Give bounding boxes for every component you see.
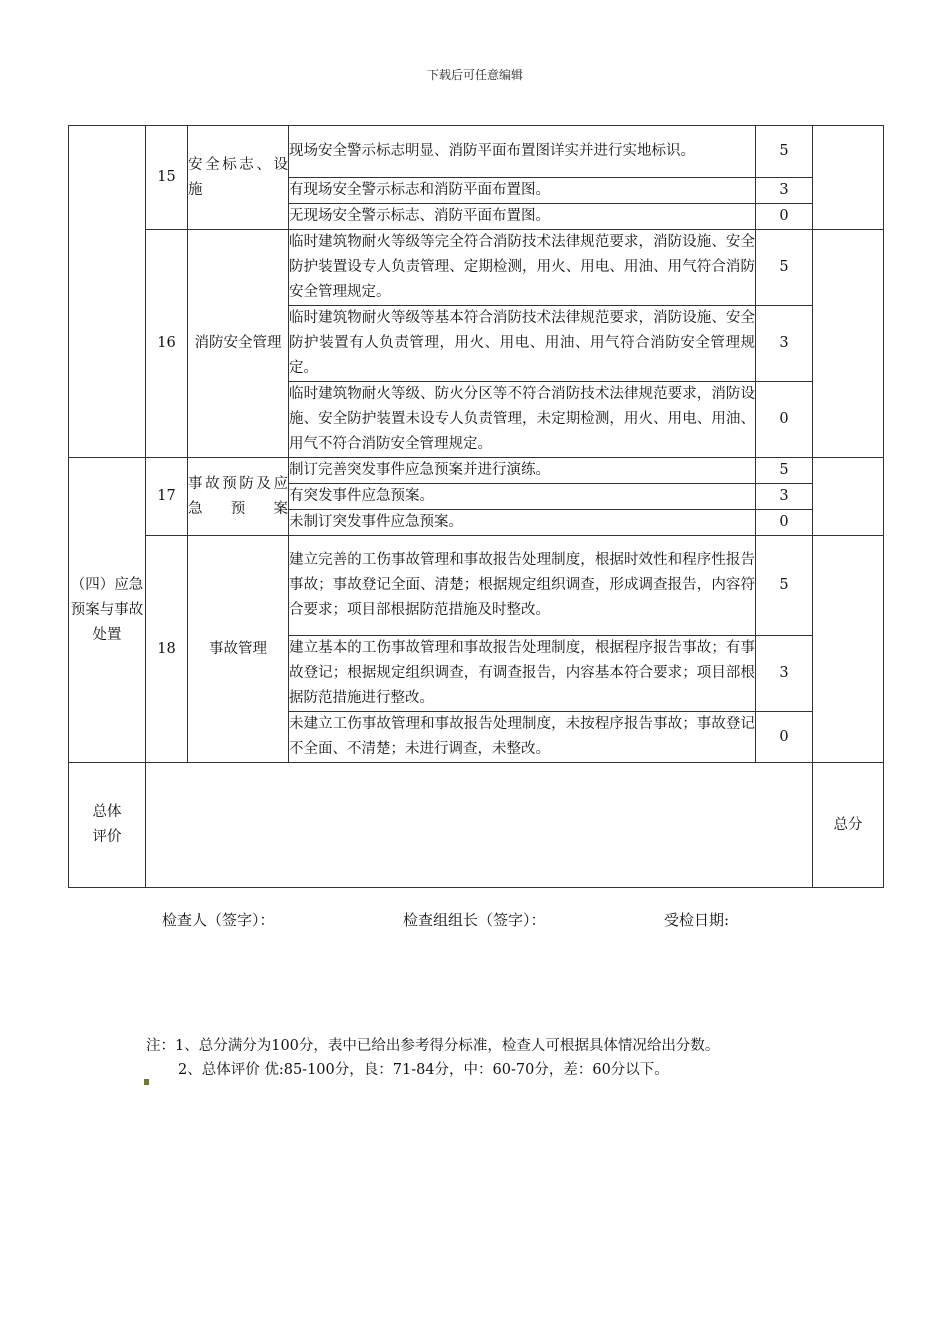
inspector-signature: 检查人（签字）： xyxy=(162,911,275,929)
reference-score: 3 xyxy=(756,484,813,510)
item-name: 事故预防及应急预案 xyxy=(188,458,289,536)
item-number: 17 xyxy=(146,458,188,536)
note-line-1: 注：1、总分满分为100分，表中已给出参考得分标准，检查人可根据具体情况给出分数。 xyxy=(146,1038,720,1054)
standard-text: 未建立工伤事故管理和事故报告处理制度，未按程序报告事故；事故登记不全面、不清楚；未进行调查，未整改。 xyxy=(289,712,756,763)
standard-text: 临时建筑物耐火等级等基本符合消防技术法律规范要求，消防设施、安全防护装置有人负责管理，用火、用电、用油、用气符合消防安全管理规定。 xyxy=(289,306,756,382)
standard-text: 临时建筑物耐火等级等完全符合消防技术法律规范要求，消防设施、安全防护装置设专人负责管理、定期检测，用火、用电、用油、用气符合消防安全管理规定。 xyxy=(289,230,756,306)
reference-score: 5 xyxy=(756,536,813,636)
page-header: 下载后可任意编辑 xyxy=(426,68,523,82)
standard-text: 未制订突发事件应急预案。 xyxy=(289,510,756,536)
reference-score: 3 xyxy=(756,306,813,382)
reference-score: 0 xyxy=(756,204,813,230)
note-line-2: 2、总体评价 优:85-100分，良：71-84分，中：60-70分，差：60分以下。 xyxy=(178,1062,669,1078)
standard-text: 制订完善突发事件应急预案并进行演练。 xyxy=(289,458,756,484)
reference-score: 5 xyxy=(756,126,813,178)
reference-score: 0 xyxy=(756,382,813,458)
table-row xyxy=(69,458,884,484)
inspection-date: 受检日期: xyxy=(664,911,730,929)
category-cell-blank xyxy=(69,126,146,458)
item-name: 事故管理 xyxy=(188,536,289,763)
item-name: 安全标志、设施 xyxy=(188,126,289,230)
overall-row xyxy=(69,763,884,888)
item-number: 18 xyxy=(146,536,188,763)
small-mark xyxy=(144,1079,149,1085)
table-row xyxy=(69,230,884,306)
score-entry-cell[interactable] xyxy=(813,230,884,458)
category-name: （四）应急预案与事故处置 xyxy=(69,458,146,763)
standard-text: 无现场安全警示标志、消防平面布置图。 xyxy=(289,204,756,230)
overall-label: 总体评价 xyxy=(69,763,146,888)
leader-signature: 检查组组长（签字）： xyxy=(403,911,546,929)
score-entry-cell[interactable] xyxy=(813,536,884,763)
standard-text: 建立完善的工伤事故管理和事故报告处理制度，根据时效性和程序性报告事故；事故登记全面、清楚；根据规定组织调查，形成调查报告，内容符合要求；项目部根据防范措施及时整改。 xyxy=(289,536,756,636)
reference-score: 5 xyxy=(756,458,813,484)
item-name: 消防安全管理 xyxy=(188,230,289,458)
table-row xyxy=(69,126,884,178)
standard-text: 有现场安全警示标志和消防平面布置图。 xyxy=(289,178,756,204)
inspection-table xyxy=(68,125,884,888)
standard-text: 建立基本的工伤事故管理和事故报告处理制度，根据程序报告事故；有事故登记；根据规定组织调查，有调查报告，内容基本符合要求；项目部根据防范措施进行整改。 xyxy=(289,636,756,712)
reference-score: 0 xyxy=(756,510,813,536)
overall-evaluation-cell[interactable] xyxy=(146,763,813,888)
item-number: 16 xyxy=(146,230,188,458)
reference-score: 3 xyxy=(756,636,813,712)
item-number: 15 xyxy=(146,126,188,230)
total-score-label: 总分 xyxy=(813,763,884,888)
score-entry-cell[interactable] xyxy=(813,126,884,230)
standard-text: 现场安全警示标志明显、消防平面布置图详实并进行实地标识。 xyxy=(289,126,756,178)
reference-score: 5 xyxy=(756,230,813,306)
reference-score: 0 xyxy=(756,712,813,763)
score-entry-cell[interactable] xyxy=(813,458,884,536)
reference-score: 3 xyxy=(756,178,813,204)
table-row xyxy=(69,536,884,636)
standard-text: 临时建筑物耐火等级、防火分区等不符合消防技术法律规范要求，消防设施、安全防护装置未设专人负责管理，未定期检测，用火、用电、用油、用气不符合消防安全管理规定。 xyxy=(289,382,756,458)
standard-text: 有突发事件应急预案。 xyxy=(289,484,756,510)
